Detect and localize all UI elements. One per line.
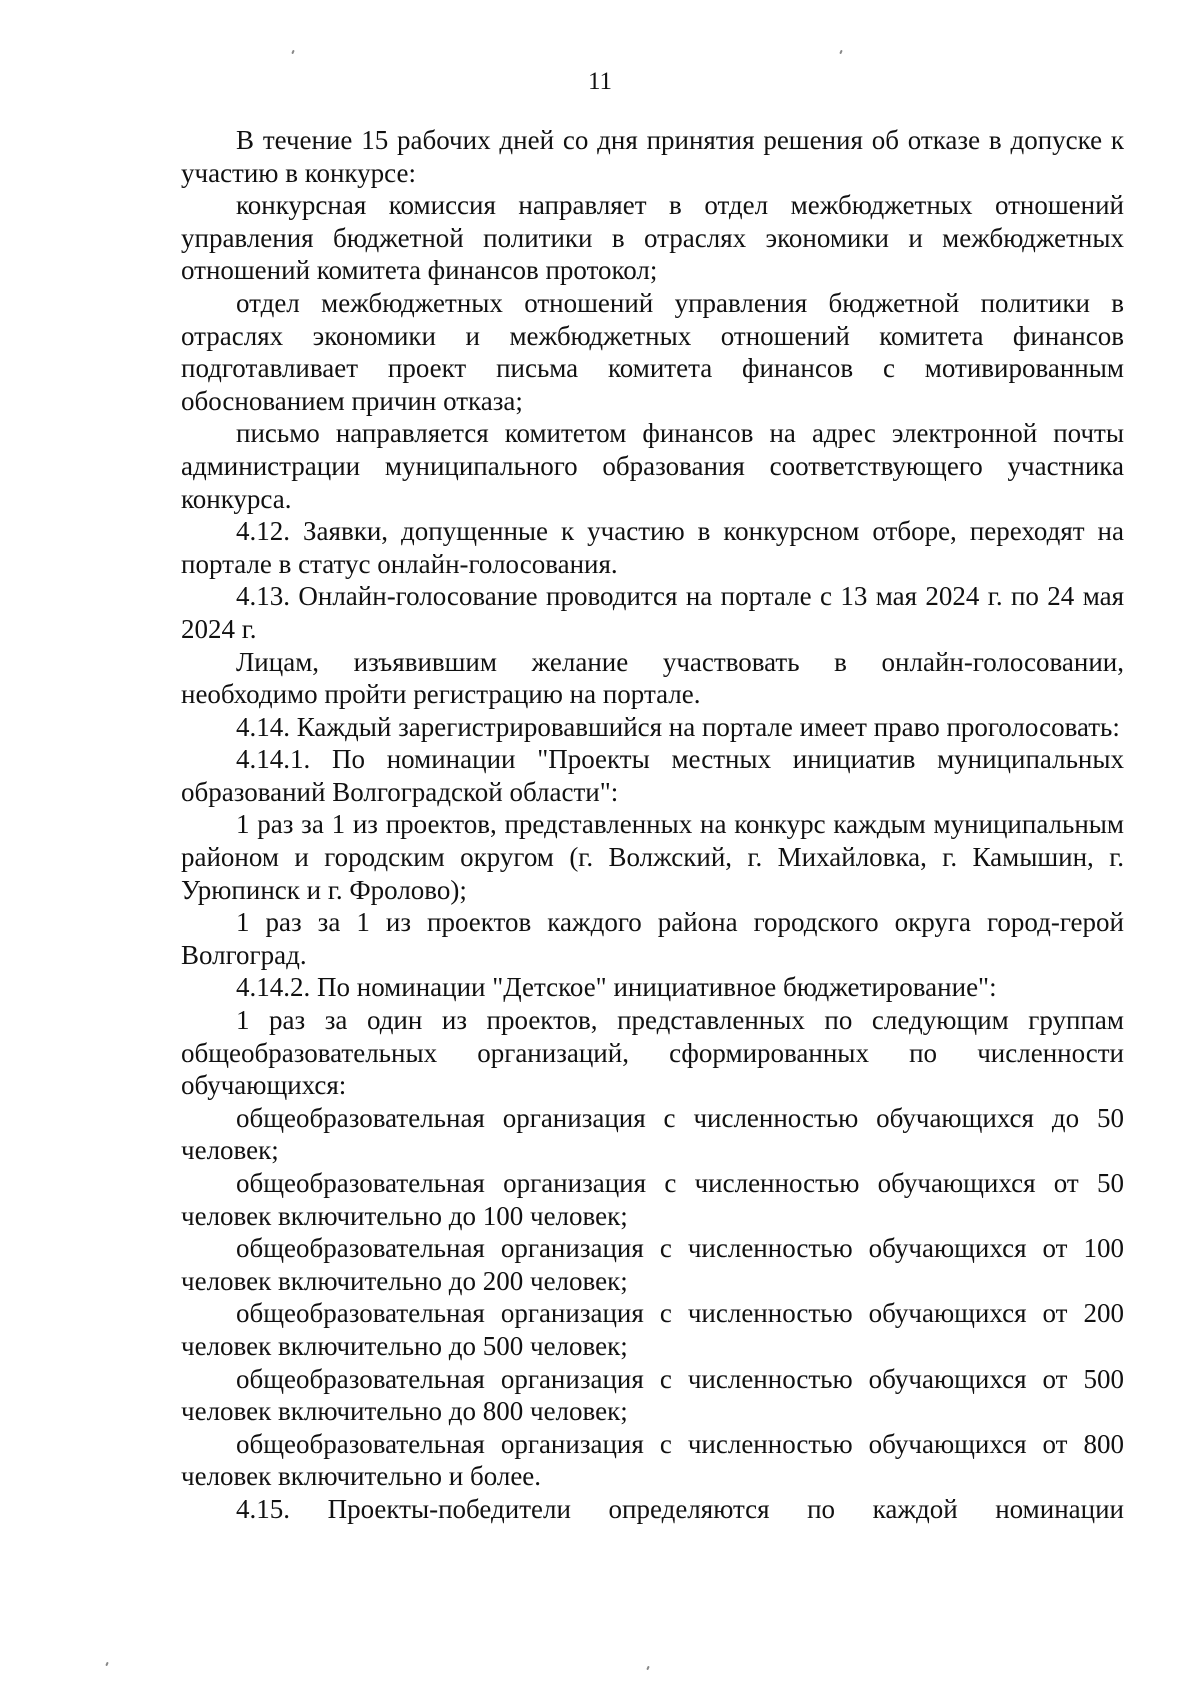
- paragraph: Лицам, изъявившим желание участвовать в онлайн-голосовании, необходимо пройти регистрацию на портале.: [181, 646, 1124, 710]
- paragraph: 4.14. Каждый зарегистрировавшийся на портале имеет право проголосовать:: [236, 711, 1120, 742]
- paragraph: 4.13. Онлайн-голосование проводится на портале с 13 мая 2024 г. по 24 мая 2024 г.: [181, 581, 1124, 644]
- paragraph: отдел межбюджетных отношений управления бюджетной политики в отраслях экономики и межбюджетных отношений комитета финансов подготавливает проект письма комитета финансов с мотивированным обоснованием причин отказа;: [181, 287, 1124, 416]
- paragraph: письмо направляется комитетом финансов на адрес электронной почты администрации муниципального образования соответствующего участника конкурса.: [181, 418, 1124, 514]
- page-number: 11: [587, 68, 613, 95]
- paragraph: В течение 15 рабочих дней со дня принятия решения об отказе в допуске к участию в конкурсе:: [181, 125, 1124, 188]
- paragraph: общеобразовательная организация с численностью обучающихся до 50 человек;: [181, 1102, 1124, 1166]
- paragraph: 1 раз за один из проектов, представленных по следующим группам общеобразовательных организаций, сформированных по численности обучающихся:: [181, 1005, 1124, 1101]
- scan-speck: [646, 1666, 650, 1670]
- paragraph: 4.14.1. По номинации "Проекты местных инициатив муниципальных образований Волгоградской области":: [181, 744, 1124, 807]
- paragraph: 1 раз за 1 из проектов, представленных на конкурс каждым муниципальным районом и городским округом (г. Волжский, г. Михайловка, г. Камышин, г. Урюпинск и г. Фролово);: [181, 809, 1124, 905]
- paragraph: общеобразовательная организация с численностью обучающихся от 100 человек включительно до 200 человек;: [181, 1233, 1124, 1296]
- paragraph: 4.15. Проекты-победители определяются по каждой номинации: [236, 1493, 1124, 1524]
- paragraph: общеобразовательная организация с численностью обучающихся от 200 человек включительно до 500 человек;: [181, 1298, 1124, 1361]
- paragraph: общеобразовательная организация с численностью обучающихся от 500 человек включительно до 800 человек;: [181, 1363, 1124, 1427]
- scan-speck: [839, 50, 843, 54]
- paragraph: 1 раз за 1 из проектов каждого района городского округа город-герой Волгоград.: [181, 907, 1124, 970]
- paragraph: общеобразовательная организация с численностью обучающихся от 50 человек включительно до 100 человек;: [181, 1168, 1124, 1231]
- scan-speck: [291, 50, 295, 54]
- paragraph: общеобразовательная организация с численностью обучающихся от 800 человек включительно и более.: [181, 1428, 1124, 1492]
- paragraph: 4.12. Заявки, допущенные к участию в конкурсном отборе, переходят на портале в статус онлайн-голосования.: [181, 516, 1124, 579]
- document-body: [181, 124, 1124, 1526]
- paragraph: 4.14.2. По номинации "Детское" инициативное бюджетирование":: [236, 972, 997, 1003]
- scan-speck: [105, 1662, 109, 1666]
- paragraph: конкурсная комиссия направляет в отдел межбюджетных отношений управления бюджетной политики в отраслях экономики и межбюджетных отношений комитета финансов протокол;: [181, 190, 1124, 286]
